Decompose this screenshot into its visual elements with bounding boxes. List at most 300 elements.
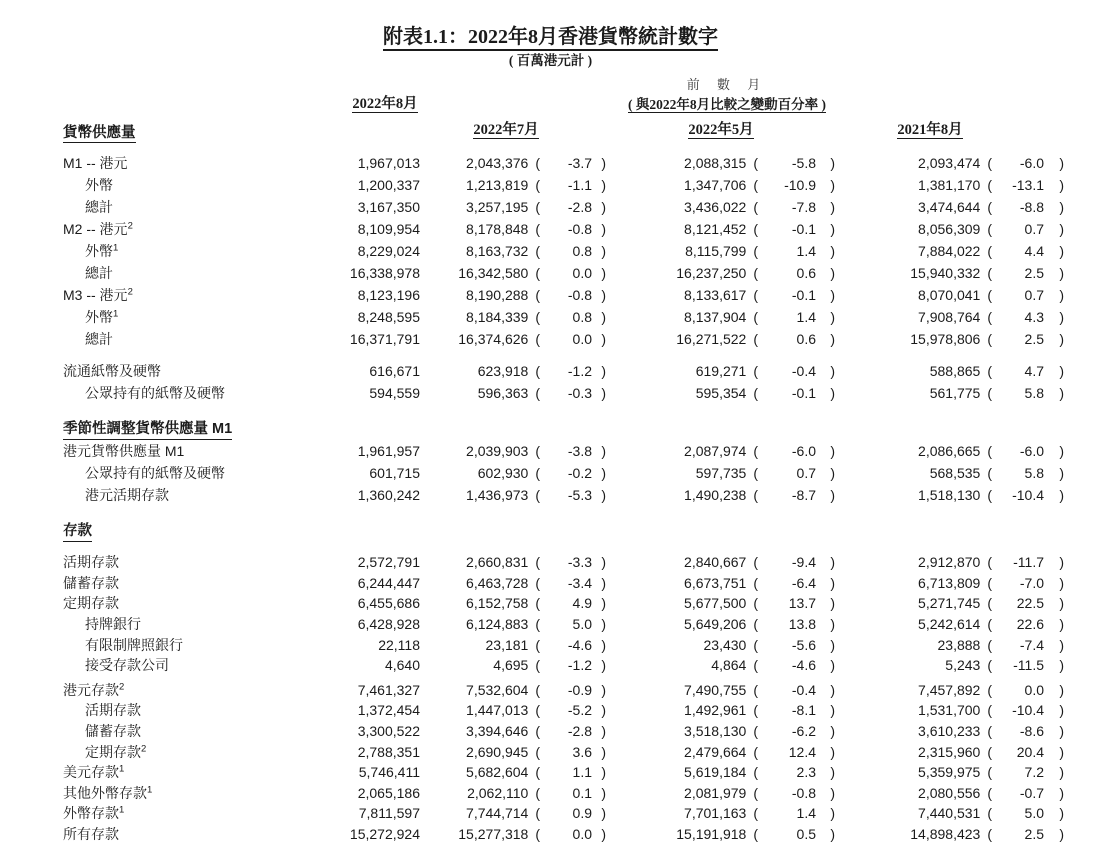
close-paren: ) bbox=[601, 385, 606, 401]
value-aug-2022: 8,248,595 bbox=[357, 309, 420, 325]
value-aug-2022: 16,371,791 bbox=[349, 331, 420, 347]
close-paren: ) bbox=[601, 702, 606, 719]
value-aug-2021: 1,531,700 ( bbox=[918, 702, 992, 719]
close-paren: ) bbox=[601, 636, 606, 653]
footnote-marker: 1 bbox=[113, 242, 119, 254]
open-paren: ( bbox=[535, 443, 540, 459]
pct-change-may-2022: 0.6 bbox=[796, 265, 816, 281]
close-paren: ) bbox=[601, 199, 606, 215]
value-aug-2021: 2,093,474 ( bbox=[918, 155, 992, 171]
value-may-2022: 4,864 ( bbox=[711, 657, 758, 674]
close-paren: ) bbox=[1059, 331, 1064, 347]
open-paren: ( bbox=[535, 243, 540, 259]
open-paren: ( bbox=[987, 487, 992, 503]
row-label: 總計 bbox=[85, 199, 113, 215]
value-jul-2022: 2,062,110 ( bbox=[467, 784, 540, 801]
close-paren: ) bbox=[830, 265, 835, 281]
close-paren: ) bbox=[830, 199, 835, 215]
value-aug-2022: 2,572,791 bbox=[357, 554, 420, 571]
value-aug-2022: 594,559 bbox=[369, 385, 420, 401]
value-may-2022: 8,115,799 ( bbox=[685, 243, 758, 259]
value-aug-2021: 15,978,806 ( bbox=[910, 331, 992, 347]
close-paren: ) bbox=[830, 723, 835, 740]
close-paren: ) bbox=[601, 221, 606, 237]
close-paren: ) bbox=[830, 702, 835, 719]
open-paren: ( bbox=[753, 636, 758, 653]
close-paren: ) bbox=[830, 743, 835, 760]
spacer bbox=[63, 350, 1073, 360]
value-may-2022: 597,735 ( bbox=[695, 465, 758, 481]
value-may-2022: 16,271,522 ( bbox=[676, 331, 758, 347]
value-aug-2022: 601,715 bbox=[369, 465, 420, 481]
value-may-2022: 2,840,667 ( bbox=[684, 554, 758, 571]
close-paren: ) bbox=[1059, 681, 1064, 698]
pct-change-jul-2022: -3.7 bbox=[567, 155, 592, 171]
open-paren: ( bbox=[535, 554, 540, 571]
pct-change-jul-2022: -5.2 bbox=[567, 702, 592, 719]
open-paren: ( bbox=[987, 574, 992, 591]
value-aug-2021: 3,610,233 ( bbox=[918, 723, 992, 740]
row-label: 流通紙幣及硬幣 bbox=[63, 363, 161, 379]
value-aug-2021: 2,912,870 ( bbox=[918, 554, 992, 571]
footnote-marker: 1 bbox=[119, 804, 125, 816]
close-paren: ) bbox=[830, 155, 835, 171]
pct-change-aug-2021: -11.5 bbox=[1013, 657, 1044, 674]
pct-change-aug-2021: 4.7 bbox=[1024, 363, 1044, 379]
table-row bbox=[63, 614, 1073, 635]
section-header bbox=[63, 417, 1073, 440]
close-paren: ) bbox=[830, 363, 835, 379]
value-may-2022: 8,121,452 ( bbox=[684, 221, 758, 237]
value-jul-2022: 596,363 ( bbox=[477, 385, 540, 401]
value-may-2022: 2,081,979 ( bbox=[684, 784, 758, 801]
close-paren: ) bbox=[601, 287, 606, 303]
table-row bbox=[63, 328, 1073, 350]
pct-change-aug-2021: 22.6 bbox=[1016, 616, 1044, 633]
value-aug-2021: 3,474,644 ( bbox=[918, 199, 992, 215]
pct-change-aug-2021: -13.1 bbox=[1012, 177, 1044, 193]
value-jul-2022: 5,682,604 ( bbox=[466, 764, 540, 781]
value-may-2022: 595,354 ( bbox=[695, 385, 758, 401]
value-jul-2022: 8,178,848 ( bbox=[466, 221, 540, 237]
pct-change-jul-2022: 0.0 bbox=[572, 265, 592, 281]
close-paren: ) bbox=[1059, 743, 1064, 760]
open-paren: ( bbox=[753, 554, 758, 571]
column-header-aug-2021: 2021年8月 bbox=[897, 122, 963, 138]
value-jul-2022: 2,043,376 ( bbox=[466, 155, 540, 171]
open-paren: ( bbox=[987, 616, 992, 633]
page-title-text: 附表1.1：2022年8月香港貨幣統計數字 bbox=[383, 26, 718, 51]
pct-change-aug-2021: 0.0 bbox=[1024, 681, 1044, 698]
pct-change-jul-2022: -2.8 bbox=[567, 723, 592, 740]
pct-change-aug-2021: 5.0 bbox=[1024, 805, 1044, 822]
open-paren: ( bbox=[535, 177, 540, 193]
value-aug-2021: 2,315,960 ( bbox=[918, 743, 992, 760]
pct-change-aug-2021: -6.0 bbox=[1019, 155, 1044, 171]
section-header-label: 季節性調整貨幣供應量 M1 bbox=[63, 417, 232, 440]
value-may-2022: 1,347,706 ( bbox=[684, 177, 758, 193]
footnote-marker: 2 bbox=[127, 286, 133, 298]
value-may-2022: 23,430 ( bbox=[703, 636, 758, 653]
pct-change-aug-2021: 5.8 bbox=[1024, 385, 1044, 401]
close-paren: ) bbox=[1059, 465, 1064, 481]
pct-change-may-2022: -6.4 bbox=[791, 574, 816, 591]
value-aug-2021: 1,518,130 ( bbox=[918, 487, 992, 503]
table-row bbox=[63, 462, 1073, 484]
open-paren: ( bbox=[753, 309, 758, 325]
value-jul-2022: 3,257,195 ( bbox=[466, 199, 540, 215]
value-aug-2021: 5,242,614 ( bbox=[918, 616, 992, 633]
value-aug-2021: 14,898,423 ( bbox=[910, 826, 992, 843]
value-jul-2022: 4,695 ( bbox=[493, 657, 540, 674]
close-paren: ) bbox=[830, 595, 835, 612]
pct-change-jul-2022: -1.2 bbox=[567, 657, 592, 674]
close-paren: ) bbox=[1059, 487, 1064, 503]
column-header-may-2022: 2022年5月 bbox=[688, 122, 754, 138]
open-paren: ( bbox=[753, 681, 758, 698]
value-aug-2022: 8,229,024 bbox=[357, 243, 420, 259]
pct-change-may-2022: 0.5 bbox=[796, 826, 816, 843]
open-paren: ( bbox=[987, 554, 992, 571]
open-paren: ( bbox=[753, 574, 758, 591]
value-may-2022: 619,271 ( bbox=[695, 363, 758, 379]
pct-change-aug-2021: 0.7 bbox=[1024, 221, 1044, 237]
open-paren: ( bbox=[753, 595, 758, 612]
close-paren: ) bbox=[830, 826, 835, 843]
open-paren: ( bbox=[753, 243, 758, 259]
pct-change-may-2022: -9.4 bbox=[791, 554, 816, 571]
pct-change-jul-2022: 0.8 bbox=[572, 309, 592, 325]
table-row bbox=[63, 306, 1073, 328]
close-paren: ) bbox=[1059, 595, 1064, 612]
pct-change-jul-2022: -3.3 bbox=[567, 554, 592, 571]
open-paren: ( bbox=[535, 743, 540, 760]
row-label: 外幣$^1$ bbox=[85, 242, 119, 259]
value-may-2022: 5,619,184 ( bbox=[684, 764, 758, 781]
pct-change-aug-2021: -10.4 bbox=[1012, 487, 1044, 503]
value-aug-2021: 7,457,892 ( bbox=[918, 681, 992, 698]
close-paren: ) bbox=[1059, 784, 1064, 801]
close-paren: ) bbox=[830, 385, 835, 401]
page-subtitle: ( 百萬港元計 ) bbox=[508, 53, 593, 68]
value-aug-2022: 7,461,327 bbox=[357, 681, 420, 698]
open-paren: ( bbox=[753, 265, 758, 281]
statistics-table bbox=[63, 152, 1073, 844]
close-paren: ) bbox=[601, 554, 606, 571]
close-paren: ) bbox=[830, 177, 835, 193]
table-row bbox=[63, 593, 1073, 614]
footnote-marker: 2 bbox=[127, 220, 133, 232]
close-paren: ) bbox=[1059, 287, 1064, 303]
close-paren: ) bbox=[1059, 443, 1064, 459]
value-aug-2022: 6,428,928 bbox=[357, 616, 420, 633]
open-paren: ( bbox=[987, 702, 992, 719]
value-aug-2022: 1,967,013 bbox=[357, 155, 420, 171]
value-aug-2021: 568,535 ( bbox=[929, 465, 992, 481]
pct-change-aug-2021: 22.5 bbox=[1016, 595, 1044, 612]
value-aug-2022: 3,300,522 bbox=[357, 723, 420, 740]
value-aug-2021: 5,359,975 ( bbox=[918, 764, 992, 781]
close-paren: ) bbox=[601, 681, 606, 698]
pct-change-may-2022: -0.4 bbox=[791, 363, 816, 379]
open-paren: ( bbox=[753, 221, 758, 237]
table-row bbox=[63, 783, 1073, 804]
close-paren: ) bbox=[830, 681, 835, 698]
row-label: 美元存款$^1$ bbox=[63, 763, 125, 781]
row-label: 港元活期存款 bbox=[85, 487, 169, 503]
value-jul-2022: 6,152,758 ( bbox=[466, 595, 540, 612]
value-aug-2022: 6,244,447 bbox=[357, 574, 420, 591]
value-jul-2022: 2,690,945 ( bbox=[466, 743, 540, 760]
table-row bbox=[63, 634, 1073, 655]
row-label: 儲蓄存款 bbox=[63, 574, 119, 591]
close-paren: ) bbox=[1059, 805, 1064, 822]
table-row bbox=[63, 762, 1073, 783]
table-row bbox=[63, 440, 1073, 462]
open-paren: ( bbox=[535, 702, 540, 719]
pct-change-aug-2021: -7.0 bbox=[1019, 574, 1044, 591]
pct-change-jul-2022: 5.0 bbox=[572, 616, 592, 633]
open-paren: ( bbox=[535, 465, 540, 481]
close-paren: ) bbox=[601, 805, 606, 822]
value-may-2022: 7,701,163 ( bbox=[684, 805, 758, 822]
pct-change-may-2022: -6.0 bbox=[791, 443, 816, 459]
close-paren: ) bbox=[830, 554, 835, 571]
pct-change-may-2022: 1.4 bbox=[796, 309, 816, 325]
open-paren: ( bbox=[753, 385, 758, 401]
close-paren: ) bbox=[1059, 309, 1064, 325]
open-paren: ( bbox=[987, 826, 992, 843]
pct-change-may-2022: 1.4 bbox=[796, 243, 816, 259]
value-aug-2022: 2,065,186 bbox=[357, 784, 420, 801]
value-jul-2022: 6,124,883 ( bbox=[466, 616, 540, 633]
close-paren: ) bbox=[830, 465, 835, 481]
row-label: 公眾持有的紙幣及硬幣 bbox=[85, 465, 225, 481]
value-jul-2022: 7,744,714 ( bbox=[466, 805, 540, 822]
pct-change-jul-2022: -0.8 bbox=[567, 221, 592, 237]
pct-change-jul-2022: -3.4 bbox=[567, 574, 592, 591]
value-may-2022: 5,649,206 ( bbox=[684, 616, 758, 633]
section-header bbox=[63, 519, 1073, 542]
open-paren: ( bbox=[753, 826, 758, 843]
pct-change-aug-2021: -11.7 bbox=[1013, 554, 1044, 571]
pct-change-may-2022: 0.6 bbox=[796, 331, 816, 347]
close-paren: ) bbox=[1059, 243, 1064, 259]
row-label: 外幣存款$^1$ bbox=[63, 804, 125, 822]
open-paren: ( bbox=[987, 443, 992, 459]
open-paren: ( bbox=[753, 363, 758, 379]
value-aug-2022: 3,167,350 bbox=[357, 199, 420, 215]
open-paren: ( bbox=[987, 287, 992, 303]
close-paren: ) bbox=[830, 657, 835, 674]
pct-change-may-2022: -7.8 bbox=[791, 199, 816, 215]
value-may-2022: 8,133,617 ( bbox=[684, 287, 758, 303]
row-label: 外幣 bbox=[85, 177, 113, 193]
close-paren: ) bbox=[1059, 702, 1064, 719]
value-aug-2021: 588,865 ( bbox=[929, 363, 992, 379]
value-aug-2021: 1,381,170 ( bbox=[918, 177, 992, 193]
value-aug-2021: 8,070,041 ( bbox=[918, 287, 992, 303]
open-paren: ( bbox=[987, 265, 992, 281]
pct-change-aug-2021: -7.4 bbox=[1019, 636, 1044, 653]
open-paren: ( bbox=[535, 681, 540, 698]
value-aug-2021: 5,243 ( bbox=[945, 657, 992, 674]
open-paren: ( bbox=[987, 221, 992, 237]
close-paren: ) bbox=[601, 487, 606, 503]
value-aug-2022: 7,811,597 bbox=[358, 805, 420, 822]
table-row bbox=[63, 218, 1073, 240]
open-paren: ( bbox=[753, 784, 758, 801]
row-label: 總計 bbox=[85, 265, 113, 281]
close-paren: ) bbox=[1059, 574, 1064, 591]
pct-change-aug-2021: -10.4 bbox=[1012, 702, 1044, 719]
close-paren: ) bbox=[1059, 723, 1064, 740]
pct-change-aug-2021: 4.3 bbox=[1024, 309, 1044, 325]
value-aug-2021: 15,940,332 ( bbox=[910, 265, 992, 281]
close-paren: ) bbox=[830, 221, 835, 237]
row-label: 外幣$^1$ bbox=[85, 308, 119, 325]
open-paren: ( bbox=[535, 595, 540, 612]
value-may-2022: 5,677,500 ( bbox=[684, 595, 758, 612]
close-paren: ) bbox=[1059, 554, 1064, 571]
value-may-2022: 2,088,315 ( bbox=[684, 155, 758, 171]
value-jul-2022: 23,181 ( bbox=[485, 636, 540, 653]
open-paren: ( bbox=[987, 657, 992, 674]
value-jul-2022: 8,163,732 ( bbox=[466, 243, 540, 259]
section-header-money-supply: 貨幣供應量 bbox=[63, 125, 136, 141]
value-may-2022: 7,490,755 ( bbox=[684, 681, 758, 698]
open-paren: ( bbox=[987, 309, 992, 325]
pct-change-jul-2022: 3.6 bbox=[572, 743, 592, 760]
table-row bbox=[63, 573, 1073, 594]
pct-change-aug-2021: -8.8 bbox=[1019, 199, 1044, 215]
pct-change-may-2022: 2.3 bbox=[796, 764, 816, 781]
value-aug-2022: 1,961,957 bbox=[357, 443, 420, 459]
table-row bbox=[63, 655, 1073, 676]
value-jul-2022: 7,532,604 ( bbox=[466, 681, 540, 698]
pct-change-may-2022: -0.1 bbox=[791, 221, 816, 237]
close-paren: ) bbox=[601, 595, 606, 612]
open-paren: ( bbox=[535, 385, 540, 401]
close-paren: ) bbox=[830, 784, 835, 801]
value-jul-2022: 15,277,318 ( bbox=[458, 826, 540, 843]
open-paren: ( bbox=[753, 657, 758, 674]
value-aug-2022: 1,200,337 bbox=[357, 177, 420, 193]
footnote-marker: 1 bbox=[147, 784, 153, 796]
pct-change-jul-2022: -2.8 bbox=[567, 199, 592, 215]
row-label: 總計 bbox=[85, 331, 113, 347]
close-paren: ) bbox=[601, 574, 606, 591]
pct-change-may-2022: 1.4 bbox=[796, 805, 816, 822]
open-paren: ( bbox=[535, 723, 540, 740]
open-paren: ( bbox=[987, 743, 992, 760]
open-paren: ( bbox=[535, 616, 540, 633]
pct-change-may-2022: -5.8 bbox=[791, 155, 816, 171]
value-aug-2021: 5,271,745 ( bbox=[918, 595, 992, 612]
open-paren: ( bbox=[753, 702, 758, 719]
row-label: M1 -- 港元 bbox=[63, 155, 128, 171]
value-aug-2022: 1,372,454 bbox=[357, 702, 420, 719]
close-paren: ) bbox=[1059, 265, 1064, 281]
value-aug-2022: 5,746,411 bbox=[358, 764, 420, 781]
open-paren: ( bbox=[535, 487, 540, 503]
open-paren: ( bbox=[535, 155, 540, 171]
pct-change-aug-2021: 2.5 bbox=[1024, 826, 1044, 843]
value-jul-2022: 1,436,973 ( bbox=[466, 487, 540, 503]
value-aug-2022: 16,338,978 bbox=[349, 265, 420, 281]
value-may-2022: 16,237,250 ( bbox=[676, 265, 758, 281]
close-paren: ) bbox=[601, 177, 606, 193]
value-jul-2022: 602,930 ( bbox=[477, 465, 540, 481]
pct-change-may-2022: -5.6 bbox=[791, 636, 816, 653]
footnote-marker: 1 bbox=[119, 763, 125, 775]
table-row bbox=[63, 284, 1073, 306]
open-paren: ( bbox=[535, 764, 540, 781]
value-aug-2021: 7,440,531 ( bbox=[918, 805, 992, 822]
open-paren: ( bbox=[987, 784, 992, 801]
value-may-2022: 3,518,130 ( bbox=[684, 723, 758, 740]
close-paren: ) bbox=[601, 826, 606, 843]
value-aug-2021: 6,713,809 ( bbox=[918, 574, 992, 591]
pct-change-jul-2022: 0.8 bbox=[572, 243, 592, 259]
pct-change-jul-2022: 0.0 bbox=[572, 826, 592, 843]
value-may-2022: 1,490,238 ( bbox=[684, 487, 758, 503]
table-row bbox=[63, 824, 1073, 844]
close-paren: ) bbox=[830, 243, 835, 259]
open-paren: ( bbox=[753, 805, 758, 822]
value-aug-2022: 2,788,351 bbox=[357, 743, 420, 760]
pct-change-aug-2021: 7.2 bbox=[1024, 764, 1044, 781]
open-paren: ( bbox=[753, 723, 758, 740]
table-row bbox=[63, 741, 1073, 762]
open-paren: ( bbox=[987, 177, 992, 193]
value-aug-2022: 1,360,242 bbox=[357, 487, 420, 503]
close-paren: ) bbox=[601, 616, 606, 633]
pct-change-aug-2021: -8.6 bbox=[1019, 723, 1044, 740]
close-paren: ) bbox=[1059, 199, 1064, 215]
pct-change-aug-2021: -0.7 bbox=[1019, 784, 1044, 801]
pct-change-may-2022: 13.8 bbox=[788, 616, 816, 633]
row-label: 活期存款 bbox=[63, 554, 119, 571]
pct-change-may-2022: 0.7 bbox=[796, 465, 816, 481]
pct-change-may-2022: -0.4 bbox=[791, 681, 816, 698]
close-paren: ) bbox=[1059, 177, 1064, 193]
table-row bbox=[63, 552, 1073, 573]
value-jul-2022: 2,039,903 ( bbox=[466, 443, 540, 459]
row-label: M3 -- 港元$^2$ bbox=[63, 286, 133, 303]
value-aug-2021: 561,775 ( bbox=[929, 385, 992, 401]
open-paren: ( bbox=[535, 309, 540, 325]
row-label: 接受存款公司 bbox=[85, 657, 169, 674]
value-may-2022: 8,137,904 ( bbox=[684, 309, 758, 325]
open-paren: ( bbox=[535, 574, 540, 591]
pct-change-jul-2022: -3.8 bbox=[567, 443, 592, 459]
open-paren: ( bbox=[753, 331, 758, 347]
pct-change-may-2022: -0.1 bbox=[791, 287, 816, 303]
open-paren: ( bbox=[987, 764, 992, 781]
open-paren: ( bbox=[753, 155, 758, 171]
close-paren: ) bbox=[830, 331, 835, 347]
row-label: 其他外幣存款$^1$ bbox=[63, 784, 153, 801]
pct-change-may-2022: 13.7 bbox=[788, 595, 816, 612]
pct-change-may-2022: -10.9 bbox=[784, 177, 816, 193]
close-paren: ) bbox=[601, 784, 606, 801]
table-row bbox=[63, 700, 1073, 721]
close-paren: ) bbox=[830, 487, 835, 503]
close-paren: ) bbox=[1059, 363, 1064, 379]
close-paren: ) bbox=[601, 743, 606, 760]
pct-change-jul-2022: 0.9 bbox=[572, 805, 592, 822]
